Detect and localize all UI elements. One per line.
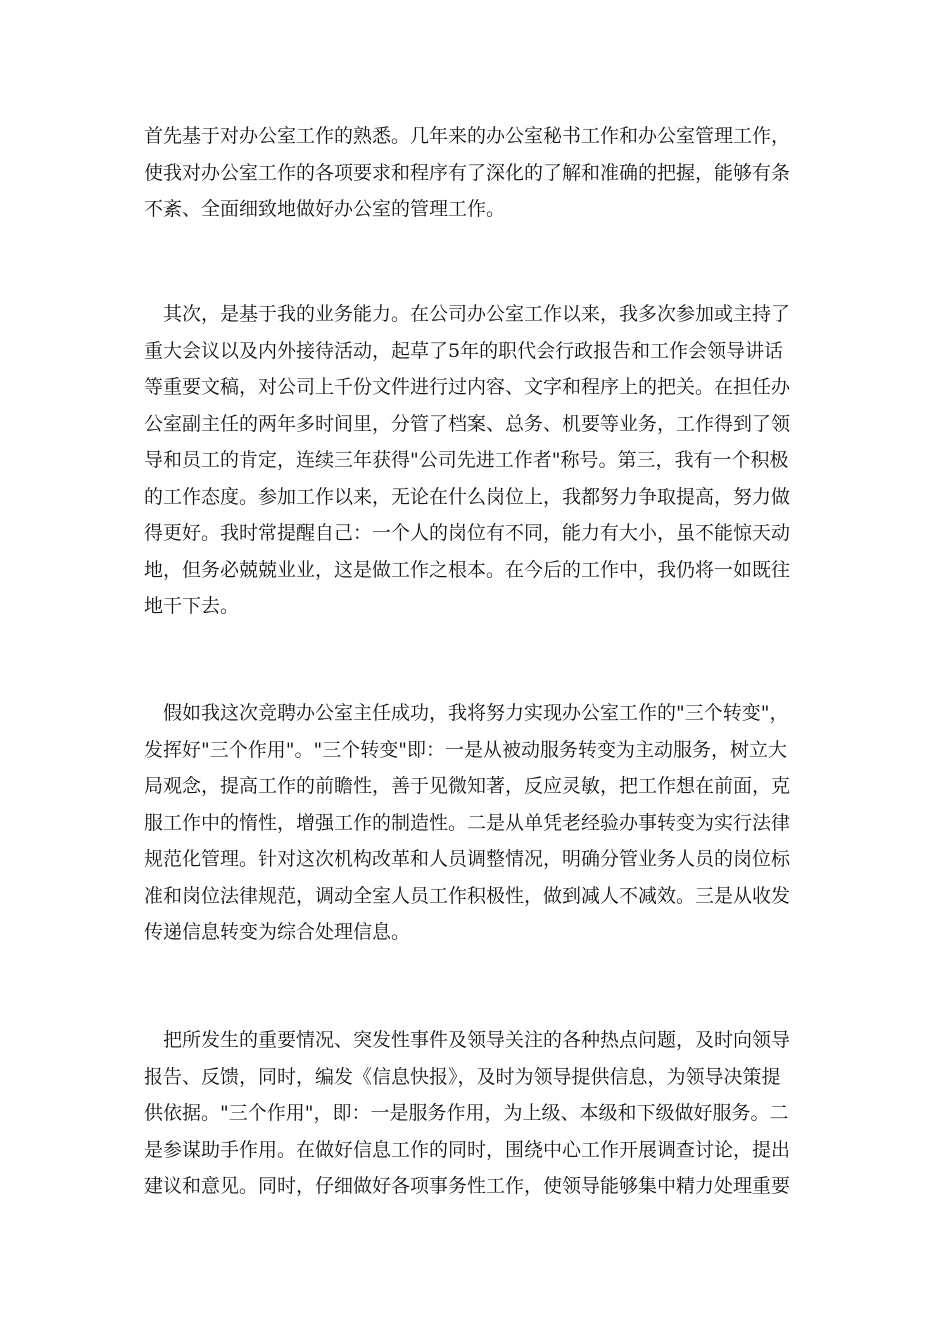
paragraph-3 <box>144 695 804 951</box>
paragraph-line: 重大会议以及内外接待活动，起草了5年的职代会行政报告和工作会领导讲话 <box>144 339 784 362</box>
paragraph-line: 报告、反馈，同时，编发《信息快报》，及时为领导提供信息，为领导决策提 <box>144 1065 781 1088</box>
paragraph-line: 导和员工的肯定，连续三年获得"公司先进工作者"称号。第三，我有一个积极 <box>144 449 789 471</box>
paragraph-line: 地，但务必兢兢业业，这是做工作之根本。在今后的工作中，我仍将一如既往 <box>144 558 791 581</box>
paragraph-2 <box>144 296 804 625</box>
paragraph-line: 的工作态度。参加工作以来，无论在什么岗位上，我都努力争取提高，努力做 <box>144 485 791 508</box>
paragraph-1 <box>144 118 804 228</box>
paragraph-line: 局观念，提高工作的前瞻性，善于见微知著，反应灵敏，把工作想在前面，克 <box>144 775 791 797</box>
paragraph-line: 等重要文稿，对公司上千份文件进行过内容、文字和程序上的把关。在担任办 <box>144 376 791 398</box>
paragraph-line: 发挥好"三个作用"。"三个转变"即：一是从被动服务转变为主动服务，树立大 <box>144 738 787 761</box>
paragraph-line: 建议和意见。同时，仔细做好各项事务性工作，使领导能够集中精力处理重要 <box>144 1175 791 1197</box>
paragraph-line: 准和岗位法律规范，调动全室人员工作积极性，做到减人不减效。三是从收发 <box>144 884 791 907</box>
paragraph-4 <box>144 1022 804 1205</box>
paragraph-line: 使我对办公室工作的各项要求和程序有了深化的了解和准确的把握，能够有条 <box>144 161 791 184</box>
paragraph-line: 服工作中的惰性，增强工作的制造性。二是从单凭老经验办事转变为实行法律 <box>144 811 791 834</box>
paragraph-line: 规范化管理。针对这次机构改革和人员调整情况，明确分管业务人员的岗位标 <box>144 848 791 870</box>
paragraph-line: 首先基于对办公室工作的熟悉。几年来的办公室秘书工作和办公室管理工作， <box>144 125 791 147</box>
paragraph-line: 把所发生的重要情况、突发性事件及领导关注的各种热点问题，及时向领导 <box>144 1029 791 1051</box>
paragraph-line: 公室副主任的两年多时间里，分管了档案、总务、机要等业务，工作得到了领 <box>144 412 791 435</box>
paragraph-line: 假如我这次竞聘办公室主任成功，我将努力实现办公室工作的"三个转变"， <box>144 702 789 724</box>
paragraph-line: 供依据。"三个作用"，即：一是服务作用，为上级、本级和下级做好服务。二 <box>144 1102 789 1124</box>
paragraph-line: 其次，是基于我的业务能力。在公司办公室工作以来，我多次参加或主持了 <box>144 303 791 325</box>
paragraph-line: 得更好。我时常提醒自己：一个人的岗位有不同，能力有大小，虽不能惊天动 <box>144 522 791 544</box>
paragraph-line: 传递信息转变为综合处理信息。 <box>144 921 411 943</box>
paragraph-line: 地干下去。 <box>144 595 240 617</box>
paragraph-line: 不紊、全面细致地做好办公室的管理工作。 <box>144 198 506 220</box>
paragraph-line: 是参谋助手作用。在做好信息工作的同时，围绕中心工作开展调查讨论，提出 <box>144 1138 791 1161</box>
